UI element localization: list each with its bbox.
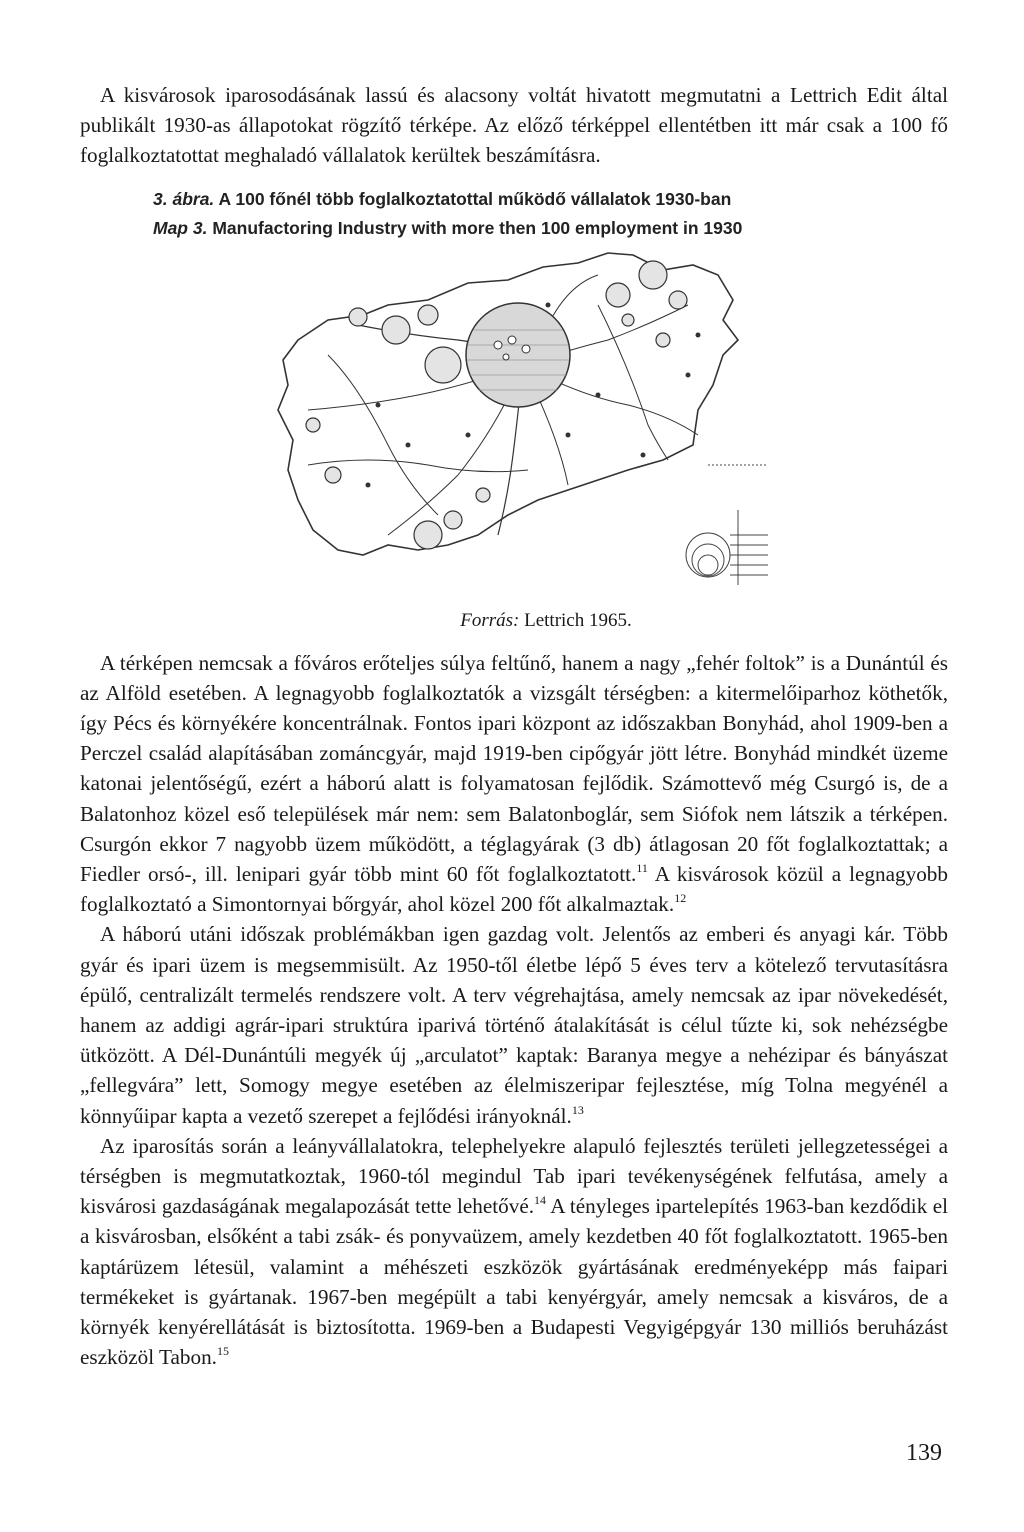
- figure-number-en: Map 3.: [153, 217, 208, 238]
- intro-paragraph: A kisvárosok iparosodásának lassú és alacsony voltát hivatott megmutatni a Lettrich Edit által publikált 1930-as állapotokat rögzítő térképe. Az előző térképpel ellentétben itt már csak a 100 fő foglalkoztatottat meghaladó vállalatok kerültek beszámításra.: [80, 83, 948, 168]
- road-9: [548, 275, 598, 325]
- road-8: [308, 460, 528, 472]
- paragraph-3-text-b: A tényleges ipartelepítés 1963-ban kezdődik el a kisvárosban, elsőként a tabi zsák- és ponyvaüzem, amely kezdetben 40 főt foglalkoztatott. 1965-ben kaptárüzem létesül, valamint a méhészeti eszközök gyártásának eredményeképp más faipari termékeket is gyártanak. 1967-ben megépült a tabi kenyérgyár, amely nemcsak a kisváros, de a környék kenyérellátását is biztosította. 1969-ben a Budapesti Vegyigépgyár 130 milliós beruházást eszközöl Tabon.: [80, 1194, 948, 1370]
- footnote-ref-14: 14: [534, 1193, 547, 1208]
- paragraph-2-text: A háború utáni időszak problémákban igen gazdag volt. Jelentős az emberi és anyagi kár. Több gyár és ipari üzem is megsemmisült. Az 1950-től életbe lépő 5 éves terv a kötelező tervutasításra épülő, centralizált termelés rendszere volt. A terv végrehajtása, amely nemcsak az ipar növekedését, hanem az addigi agrár-ipari struktúra iparivá történő átalakítását is célul tűzte ki, sok nehézségbe ütközött. A Dél-Dunántúli megyék új „arculatot” kaptak: Baranya megye a nehézipar és bányászat „fellegvára” lett, Somogy megye esetében az élelmiszeripar fejlesztése, míg Tolna megyénél a könnyűipar kapta a vezető szerepet a fejlődési irányoknál.: [80, 922, 948, 1128]
- map-graphic: [268, 245, 828, 610]
- source-label: Forrás:: [460, 609, 520, 631]
- paragraph-1-text: A térképen nemcsak a főváros erőteljes súlya feltűnő, hanem a nagy „fehér foltok” is a Dunántúl és az Alföld esetében. A legnagyobb foglalkoztatók a vizsgált térségben: a kitermelőiparhoz köthetők, így Pécs és környékére koncentrálnak. Fontos ipari központ az időszakban Bonyhád, ahol 1909-ben a Perczel család alapításában zománcgyár, majd 1919-ben cipőgyár jött létre. Bonyhád mindkét üzeme katonai jelentőségű, ezért a háború alatt is folyamatosan fejlődik. Számottevő még Csurgó is, de a Balatonhoz közel eső települések már nem: sem Balatonboglár, sem Siófok nem látszik a térképen. Csurgón ekkor 7 nagyobb üzem működött, a téglagyárak (3 db) átlagosan 20 főt foglalkoztattak; a Fiedler orsó-, ill. lenipari gyár több mint 60 főt foglalkoztatott.: [80, 650, 948, 887]
- map-legend: [686, 465, 768, 585]
- paragraph-1-text-b: A kisvárosok közül a legnagyobb foglalkoztató a Simontornyai bőrgyár, ahol közel 200 főt alkalmaztak.: [80, 862, 948, 917]
- figure-number-hu: 3. ábra.: [153, 188, 215, 209]
- figure-title-hu: A 100 főnél több foglalkoztatottal működő vállalatok 1930-ban: [218, 188, 732, 209]
- footnote-ref-12: 12: [674, 891, 687, 906]
- figure-source: [144, 610, 948, 632]
- paragraph-3-text: Az iparosítás során a leányvállalatokra, telephelyekre alapuló fejlesztés területi jellegzetességei a térségben is megmutatkoztak, 1960-tól megindul Tab ipari tevékenységének felfutása, amely a kisvárosi gazdaságának megalapozását tette lehetővé.: [80, 1133, 948, 1219]
- paragraph-3: [80, 1131, 948, 1373]
- paragraph-1: [80, 648, 948, 920]
- budapest-circle: [466, 303, 570, 407]
- figure-title-en: Manufactoring Industry with more then 100 employment in 1930: [212, 217, 743, 238]
- figure-caption-hu: [153, 185, 948, 214]
- road-6: [328, 355, 438, 515]
- road-7: [598, 305, 668, 460]
- page-number: 139: [906, 1440, 942, 1466]
- hungary-industry-map: [268, 245, 828, 610]
- figure-caption-en: [153, 214, 948, 243]
- paragraph-2: [80, 919, 948, 1130]
- source-value: Lettrich 1965.: [524, 609, 632, 631]
- footnote-ref-11: 11: [636, 861, 648, 876]
- footnote-ref-15: 15: [216, 1344, 229, 1359]
- page-body: [80, 80, 948, 1372]
- footnote-ref-13: 13: [571, 1102, 584, 1117]
